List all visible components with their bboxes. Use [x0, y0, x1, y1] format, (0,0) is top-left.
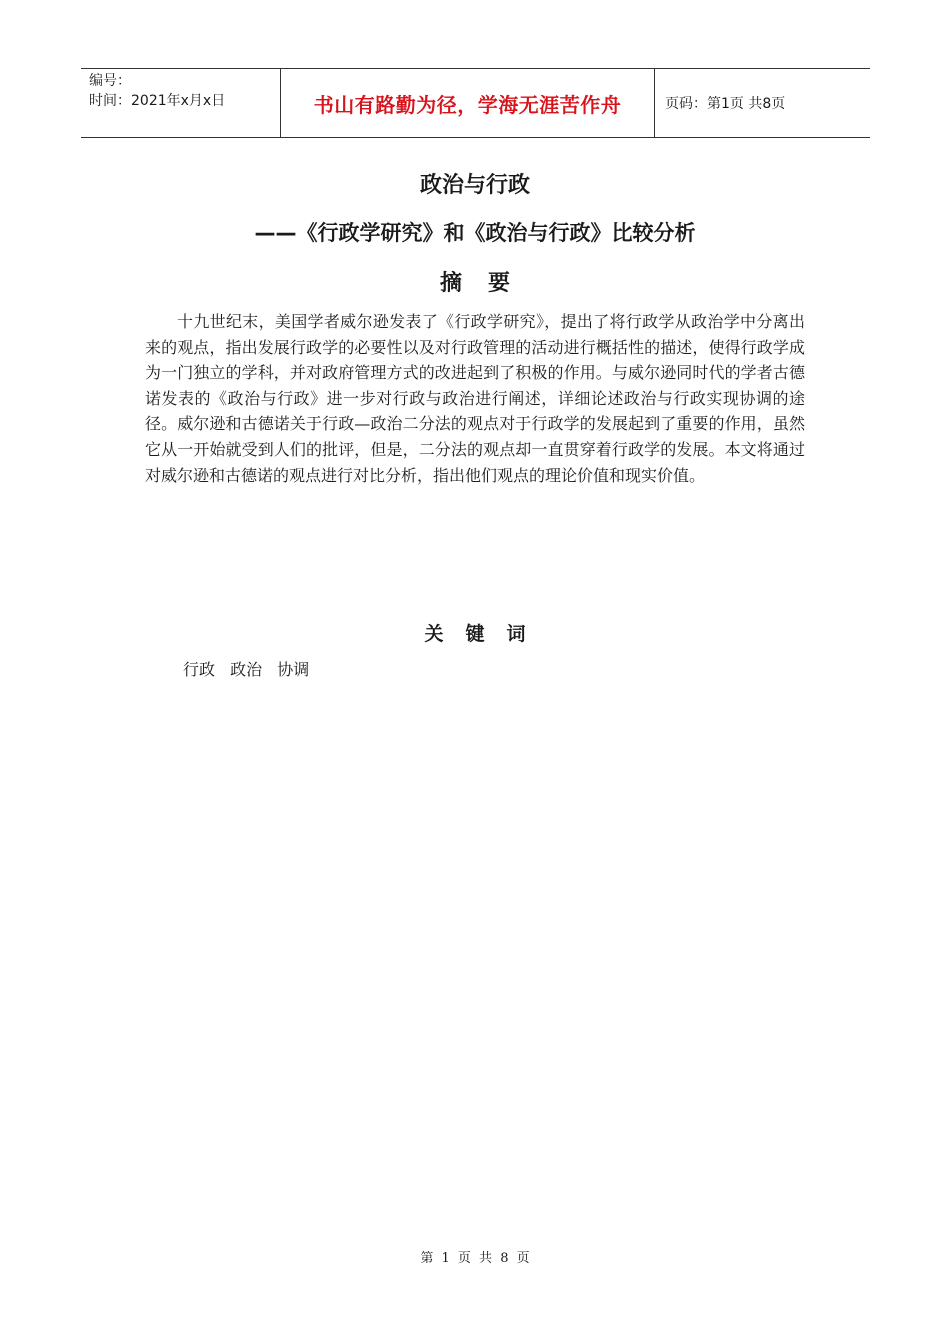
- page-header: [81, 68, 870, 138]
- header-meta: [81, 69, 281, 137]
- page-footer: 第 1 页 共 8 页: [420, 1251, 530, 1266]
- header-motto: [281, 69, 655, 137]
- abstract-paragraph: 十九世纪末，美国学者威尔逊发表了《行政学研究》，提出了将行政学从政治学中分离出来的观点，指出发展行政学的必要性以及对行政管理的活动进行概括性的描述，使得行政学成为一门独立的学科，并对政府管理方式的改进起到了积极的作用。与威尔逊同时代的学者古德诺发表的《政治与行政》进一步对行政与政治进行阐述，详细论述政治与行政实现协调的途径。威尔逊和古德诺关于行政—政治二分法的观点对于行政学的发展起到了重要的作用，虽然它从一开始就受到人们的批评，但是，二分法的观点却一直贯穿着行政学的发展。本文将通过对威尔逊和古德诺的观点进行对比分析，指出他们观点的理论价值和现实价值。: [145, 312, 805, 485]
- abstract-heading: 摘要: [439, 271, 536, 296]
- document-subtitle: ——《行政学研究》和《政治与行政》比较分析: [254, 221, 696, 245]
- keyword-item: 行政: [183, 660, 216, 679]
- header-page-code: [655, 69, 870, 137]
- time-label: 时间：2021年x月x日: [89, 93, 226, 109]
- keywords-heading: 关键词: [424, 623, 548, 645]
- number-label: 编号：: [89, 73, 131, 89]
- document-title: 政治与行政: [419, 173, 530, 198]
- keyword-item: 政治: [230, 660, 263, 679]
- keywords-list: [183, 657, 319, 680]
- keyword-item: 协调: [277, 660, 310, 679]
- motto-text: 书山有路勤为径，学海无涯苦作舟: [313, 92, 622, 117]
- page-code-text: 页码：第1页 共8页: [665, 96, 786, 112]
